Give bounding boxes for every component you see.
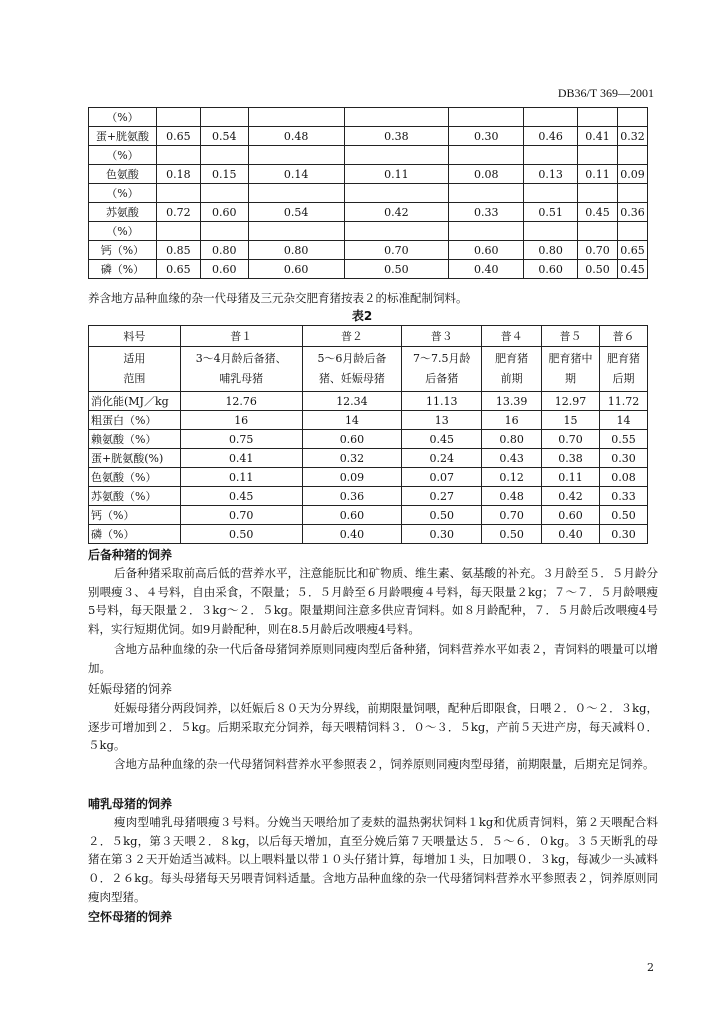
table-cell: 0.43 bbox=[482, 449, 542, 468]
table-cell bbox=[524, 184, 578, 203]
table-cell bbox=[156, 184, 200, 203]
usage-label-line: 适用 bbox=[123, 352, 146, 365]
column-header: 普１ bbox=[180, 326, 302, 347]
table-cell: 0.80 bbox=[482, 430, 542, 449]
table-cell bbox=[524, 146, 578, 165]
table-cell: 0.70 bbox=[578, 241, 618, 260]
section-heading-lactating: 哺乳母猪的饲养 bbox=[88, 797, 173, 811]
table-cell: 0.09 bbox=[302, 468, 402, 487]
table-cell: 0.70 bbox=[542, 430, 600, 449]
row-label: （%） bbox=[89, 222, 157, 241]
table-cell: 11.72 bbox=[600, 392, 648, 411]
column-header: 普２ bbox=[302, 326, 402, 347]
table-cell bbox=[617, 146, 647, 165]
table-cell: 16 bbox=[180, 411, 302, 430]
table-cell: 0.70 bbox=[180, 506, 302, 525]
table-cell: 0.65 bbox=[617, 241, 647, 260]
table-cell bbox=[200, 184, 248, 203]
usage-line: 期 bbox=[565, 372, 577, 385]
table-cell bbox=[524, 222, 578, 241]
table-row bbox=[89, 506, 648, 525]
table-cell: 0.60 bbox=[449, 241, 524, 260]
table-cell: 0.30 bbox=[600, 525, 648, 544]
table-cell: 0.60 bbox=[302, 506, 402, 525]
section-heading-pregnant: 妊娠母猪的饲养 bbox=[88, 682, 173, 696]
row-label: 钙（%） bbox=[89, 506, 181, 525]
table-cell bbox=[578, 222, 618, 241]
table-cell: 0.40 bbox=[542, 525, 600, 544]
usage-row bbox=[89, 347, 648, 392]
table-row bbox=[89, 260, 648, 279]
table-cell: 0.50 bbox=[578, 260, 618, 279]
table-cell: 14 bbox=[600, 411, 648, 430]
table-cell: 0.54 bbox=[200, 127, 248, 146]
table-cell: 0.07 bbox=[402, 468, 482, 487]
table-cell: 0.30 bbox=[402, 525, 482, 544]
table-row bbox=[89, 487, 648, 506]
table-cell: 0.12 bbox=[482, 468, 542, 487]
table-cell: 0.50 bbox=[402, 506, 482, 525]
paragraph-pregnant-1: 妊娠母猪分两段饲养，以妊娠后８０天为分界线，前期限量饲喂，配种后即限食，日喂２．０～２．３kg，逐步可增加到２．５kg。后期采取充分饲养，每天喂精饲料３．０～３．５kg，产前５天进产房，每天减料０．５kg。 bbox=[88, 701, 658, 753]
table-cell: 0.70 bbox=[344, 241, 449, 260]
table-cell: 0.08 bbox=[449, 165, 524, 184]
usage-line: 5～6月龄后备 bbox=[317, 352, 387, 365]
row-label: 消化能(MJ／kg bbox=[89, 392, 181, 411]
row-label: 磷（%） bbox=[89, 525, 181, 544]
column-header: 普４ bbox=[482, 326, 542, 347]
table-cell bbox=[200, 108, 248, 127]
table-row bbox=[89, 146, 648, 165]
table-cell: 0.11 bbox=[542, 468, 600, 487]
table-cell: 0.32 bbox=[302, 449, 402, 468]
table-cell: 0.41 bbox=[180, 449, 302, 468]
note-line: 养含地方品种血缘的杂一代母猪及三元杂交肥育猪按表２的标准配制饲料。 bbox=[88, 291, 468, 305]
row-label: 苏氨酸 bbox=[89, 203, 157, 222]
table-cell: 0.42 bbox=[542, 487, 600, 506]
section-heading-empty: 空怀母猪的饲养 bbox=[88, 910, 173, 924]
usage-line: 肥育猪 bbox=[607, 352, 640, 365]
table-cell: 0.13 bbox=[524, 165, 578, 184]
table-cell bbox=[449, 222, 524, 241]
table-cell: 0.45 bbox=[578, 203, 618, 222]
usage-line: 后期 bbox=[612, 372, 635, 385]
table-cell: 0.80 bbox=[524, 241, 578, 260]
row-label: 赖氨酸（%） bbox=[89, 430, 181, 449]
usage-line: 7～7.5月龄 bbox=[413, 352, 471, 365]
table-cell: 0.60 bbox=[248, 260, 344, 279]
table-row bbox=[89, 525, 648, 544]
table-row bbox=[89, 108, 648, 127]
table-cell: 0.11 bbox=[180, 468, 302, 487]
paragraph-backup-2: 含地方品种血缘的杂一代后备母猪饲养原则同瘦肉型后备种猪，饲料营养水平如表２，青饲料的喂量可以增加。 bbox=[88, 642, 658, 675]
table-cell: 0.70 bbox=[482, 506, 542, 525]
table-cell: 0.14 bbox=[248, 165, 344, 184]
table-row bbox=[89, 449, 648, 468]
usage-label-line: 范围 bbox=[123, 372, 146, 385]
table-cell: 0.08 bbox=[600, 468, 648, 487]
table-cell: 0.36 bbox=[617, 203, 647, 222]
table-cell: 0.55 bbox=[600, 430, 648, 449]
table-cell bbox=[449, 108, 524, 127]
table-cell: 0.45 bbox=[617, 260, 647, 279]
table-cell bbox=[156, 146, 200, 165]
table-cell: 0.30 bbox=[449, 127, 524, 146]
table-cell: 0.11 bbox=[344, 165, 449, 184]
table-cell bbox=[248, 222, 344, 241]
table-cell: 16 bbox=[482, 411, 542, 430]
usage-cell bbox=[482, 347, 542, 392]
table-cell: 0.11 bbox=[578, 165, 618, 184]
paragraph-backup-1: 后备种猪采取前高后低的营养水平，注意能朊比和矿物质、维生素、氨基酸的补充。３月龄至５．５月龄分别喂瘦３、４号料，自由采食，不限量；５．５月龄至６月龄喂瘦４号料，每天限量２kg；７～７．５月龄喂瘦5号料，每天限量２．３kg～２．５kg。限量期间注意多供应青饲料。如８月龄配种，７．５月龄后改喂瘦4号料，实行短期优饲。如9月龄配种，则在8.5月龄后改喂瘦4号料。 bbox=[88, 566, 658, 637]
standard-number: DB36/T 369—2001 bbox=[557, 86, 654, 100]
table-cell bbox=[344, 184, 449, 203]
table-row bbox=[89, 165, 648, 184]
page-number: 2 bbox=[647, 961, 654, 974]
table-cell bbox=[248, 146, 344, 165]
table-cell: 0.15 bbox=[200, 165, 248, 184]
table-cell: 0.36 bbox=[302, 487, 402, 506]
table-cell: 0.40 bbox=[449, 260, 524, 279]
table-cell: 15 bbox=[542, 411, 600, 430]
table-cell bbox=[449, 184, 524, 203]
table-cell: 12.34 bbox=[302, 392, 402, 411]
nutrient-table-continued bbox=[88, 107, 648, 279]
table-cell: 14 bbox=[302, 411, 402, 430]
column-header: 料号 bbox=[89, 326, 181, 347]
table-cell bbox=[617, 108, 647, 127]
table-cell: 0.75 bbox=[180, 430, 302, 449]
table-cell bbox=[344, 146, 449, 165]
paragraph-pregnant-2: 含地方品种血缘的杂一代母猪饲料营养水平参照表２，饲养原则同瘦肉型母猪，前期限量，后期充足饲养。 bbox=[114, 757, 655, 771]
table-cell: 0.32 bbox=[617, 127, 647, 146]
table-row bbox=[89, 184, 648, 203]
feed-standard-table bbox=[88, 325, 648, 544]
table-cell: 0.50 bbox=[344, 260, 449, 279]
table2-caption: 表2 bbox=[351, 309, 373, 323]
table-cell: 13.39 bbox=[482, 392, 542, 411]
table-cell: 0.09 bbox=[617, 165, 647, 184]
usage-line: 肥育猪中 bbox=[548, 352, 593, 365]
usage-line: 肥育猪 bbox=[495, 352, 529, 365]
row-label: 色氨酸（%） bbox=[89, 468, 181, 487]
table-cell bbox=[578, 108, 618, 127]
table-cell: 0.42 bbox=[344, 203, 449, 222]
table-cell: 0.46 bbox=[524, 127, 578, 146]
table-cell: 0.27 bbox=[402, 487, 482, 506]
table-cell: 0.33 bbox=[600, 487, 648, 506]
table-row bbox=[89, 411, 648, 430]
usage-line: 哺乳母猪 bbox=[219, 372, 264, 385]
table-row bbox=[89, 203, 648, 222]
table-cell: 0.41 bbox=[578, 127, 618, 146]
table-row bbox=[89, 468, 648, 487]
table-cell: 0.80 bbox=[248, 241, 344, 260]
table-row bbox=[89, 430, 648, 449]
row-label: 蛋+胱氨酸(%) bbox=[89, 449, 181, 468]
table-cell: 0.85 bbox=[156, 241, 200, 260]
table-cell: 0.50 bbox=[482, 525, 542, 544]
table-cell bbox=[248, 184, 344, 203]
row-label: 磷（%） bbox=[89, 260, 157, 279]
table-cell: 0.60 bbox=[542, 506, 600, 525]
table-cell: 11.13 bbox=[402, 392, 482, 411]
table-row bbox=[89, 127, 648, 146]
row-label: （%） bbox=[89, 146, 157, 165]
table-cell: 13 bbox=[402, 411, 482, 430]
paragraph-lactating-1: 瘦肉型哺乳母猪喂瘦３号料。分娩当天喂给加了麦麸的温热粥状饲料１kg和优质青饲料，第２天喂配合料２．５kg，第３天喂２．８kg，以后每天增加，直至分娩后第７天喂量达５．５～６．０kg。３５天断乳的母猪在第３２天开始适当减料。以上喂料量以带１０头仔猪计算，每增加１头，日加喂０．３kg，每减少一头减料０．２６kg。每头母猪每天另喂青饲料适量。含地方品种血缘的杂一代母猪饲料营养水平参照表２，饲养原则同瘦肉型猪。 bbox=[88, 815, 658, 904]
row-label: 苏氨酸（%） bbox=[89, 487, 181, 506]
table-cell bbox=[578, 146, 618, 165]
row-label: 色氨酸 bbox=[89, 165, 157, 184]
table-cell bbox=[578, 184, 618, 203]
table-cell: 0.80 bbox=[200, 241, 248, 260]
table-cell: 0.60 bbox=[524, 260, 578, 279]
usage-cell bbox=[600, 347, 648, 392]
table-cell bbox=[200, 222, 248, 241]
table-row bbox=[89, 241, 648, 260]
column-header: 普５ bbox=[542, 326, 600, 347]
table-cell: 0.65 bbox=[156, 127, 200, 146]
table-cell: 0.24 bbox=[402, 449, 482, 468]
usage-cell bbox=[302, 347, 402, 392]
usage-line: 前期 bbox=[500, 372, 523, 385]
usage-cell bbox=[542, 347, 600, 392]
table-cell: 0.48 bbox=[248, 127, 344, 146]
table-cell: 0.60 bbox=[302, 430, 402, 449]
usage-label bbox=[89, 347, 181, 392]
usage-cell bbox=[402, 347, 482, 392]
table-cell: 0.50 bbox=[600, 506, 648, 525]
row-label: 钙（%） bbox=[89, 241, 157, 260]
table-cell: 0.33 bbox=[449, 203, 524, 222]
column-header: 普３ bbox=[402, 326, 482, 347]
usage-line: 猪、妊娠母猪 bbox=[318, 372, 385, 385]
table-cell: 0.60 bbox=[200, 203, 248, 222]
row-label: 蛋+胱氨酸 bbox=[89, 127, 157, 146]
table-cell bbox=[344, 108, 449, 127]
table-cell bbox=[156, 222, 200, 241]
table-cell: 0.45 bbox=[402, 430, 482, 449]
table-cell bbox=[617, 184, 647, 203]
section-heading-backup: 后备种猪的饲养 bbox=[88, 548, 173, 562]
table-cell bbox=[344, 222, 449, 241]
table-row bbox=[89, 392, 648, 411]
table-cell: 0.38 bbox=[344, 127, 449, 146]
table-cell: 0.60 bbox=[200, 260, 248, 279]
table-header-row bbox=[89, 326, 648, 347]
row-label: （%） bbox=[89, 108, 157, 127]
row-label: 粗蛋白（%） bbox=[89, 411, 181, 430]
table-cell: 0.72 bbox=[156, 203, 200, 222]
table-cell: 0.65 bbox=[156, 260, 200, 279]
table-cell bbox=[200, 146, 248, 165]
table-cell: 12.76 bbox=[180, 392, 302, 411]
column-header: 普６ bbox=[600, 326, 648, 347]
table-cell bbox=[248, 108, 344, 127]
table-cell: 0.18 bbox=[156, 165, 200, 184]
table-cell: 0.51 bbox=[524, 203, 578, 222]
table-cell: 0.54 bbox=[248, 203, 344, 222]
table-cell: 0.40 bbox=[302, 525, 402, 544]
table-cell bbox=[156, 108, 200, 127]
usage-cell bbox=[180, 347, 302, 392]
table-cell bbox=[617, 222, 647, 241]
table-cell: 0.50 bbox=[180, 525, 302, 544]
table-row bbox=[89, 222, 648, 241]
table-cell: 0.38 bbox=[542, 449, 600, 468]
table-cell bbox=[524, 108, 578, 127]
row-label: （%） bbox=[89, 184, 157, 203]
table-cell: 12.97 bbox=[542, 392, 600, 411]
usage-line: 3～4月龄后备猪、 bbox=[195, 352, 287, 365]
table-cell bbox=[449, 146, 524, 165]
table-cell: 0.30 bbox=[600, 449, 648, 468]
table-cell: 0.48 bbox=[482, 487, 542, 506]
usage-line: 后备猪 bbox=[425, 372, 459, 385]
table-cell: 0.45 bbox=[180, 487, 302, 506]
